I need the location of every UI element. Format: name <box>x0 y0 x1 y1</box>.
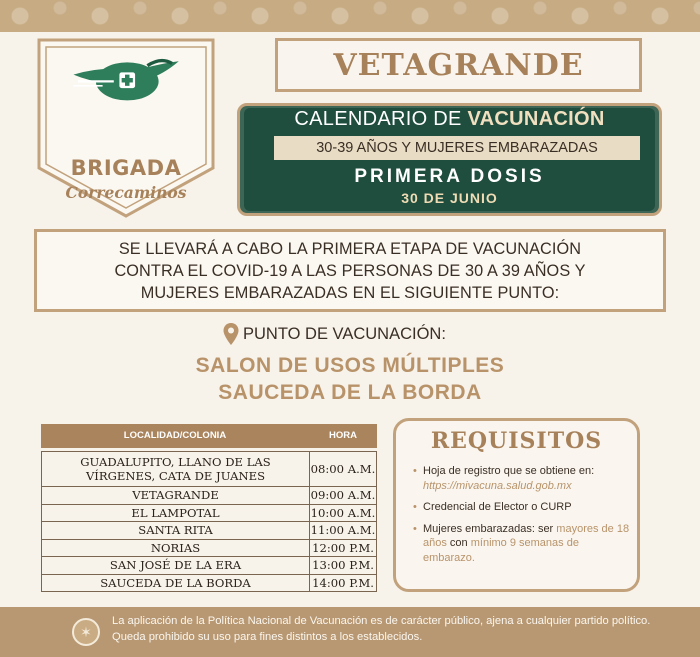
requirements-list <box>413 464 633 572</box>
requirement-text: Mujeres embarazadas: ser <box>423 522 554 535</box>
calendar-title <box>244 108 655 131</box>
dose-label: PRIMERA DOSIS <box>354 166 545 187</box>
announcement-box <box>34 229 666 312</box>
table-cell-time: 11:00 A.M. <box>310 523 376 537</box>
table-cell-place: SANTA RITA <box>42 522 310 539</box>
announcement-line: SE LLEVARÁ A CABO LA PRIMERA ETAPA DE VACUNACIÓN <box>118 239 582 258</box>
schedule-table-body <box>41 451 377 592</box>
requirement-text: con <box>449 537 468 549</box>
requirement-accent: mínimo 9 semanas de embarazo. <box>423 537 579 564</box>
table-cell-time: 12:00 P.M. <box>312 540 374 555</box>
badge-title: BRIGADA <box>70 156 182 180</box>
venue-line-2: SAUCEDA DE LA BORDA <box>218 381 482 404</box>
table-cell-time: 09:00 A.M. <box>310 488 376 502</box>
table-row <box>41 540 377 558</box>
vaccination-point-label: PUNTO DE VACUNACIÓN: <box>243 324 446 343</box>
table-row <box>41 575 377 593</box>
registration-link[interactable]: https://mivacuna.salud.gob.mx <box>423 479 572 492</box>
table-cell-place: GUADALUPITO, LLANO DE LAS VÍRGENES, CATA DE JUANES <box>42 452 310 486</box>
table-row <box>41 557 377 575</box>
table-row <box>41 487 377 505</box>
table-cell-time: 14:00 P.M. <box>312 575 374 590</box>
calendar-title-emphasis: VACUNACIÓN <box>467 108 605 130</box>
column-header-time: HORA <box>329 430 357 441</box>
list-item <box>413 522 633 566</box>
table-cell-place: SAUCEDA DE LA BORDA <box>42 575 310 592</box>
requirement-text: Credencial de Elector o CURP <box>423 501 572 513</box>
table-row <box>41 451 377 487</box>
badge-subtitle: Correcaminos <box>65 183 187 202</box>
announcement-line: CONTRA EL COVID-19 A LAS PERSONAS DE 30 A 39 AÑOS Y <box>114 261 586 280</box>
table-cell-place: NORIAS <box>42 540 310 557</box>
mexico-seal-icon: ✶ <box>72 618 100 646</box>
decorative-top-band <box>0 0 700 32</box>
table-cell-time: 13:00 P.M. <box>312 558 374 572</box>
column-header-locality: LOCALIDAD/COLONIA <box>123 430 227 441</box>
dose-date: 30 DE JUNIO <box>401 190 498 206</box>
venue-line-1: SALON DE USOS MÚLTIPLES <box>195 354 505 377</box>
schedule-table-header <box>41 424 377 448</box>
age-group-strip: 30-39 AÑOS Y MUJERES EMBARAZADAS <box>274 136 640 160</box>
table-cell-time: 10:00 A.M. <box>310 505 376 520</box>
brigada-badge <box>37 38 215 218</box>
footer-disclaimer: La aplicación de la Política Nacional de Vacunación es de carácter público, ajena a cualquier partido político. Queda prohibido su uso para fines distintos a los establecidos. <box>112 615 651 643</box>
table-cell-time: 08:00 A.M. <box>310 461 376 476</box>
requirements-title: REQUISITOS <box>430 428 603 454</box>
table-cell-place: VETAGRANDE <box>42 487 310 504</box>
calendar-title-prefix: CALENDARIO DE <box>294 108 462 130</box>
announcement-line: MUJERES EMBARAZADAS EN EL SIGUIENTE PUNTO: <box>140 283 560 302</box>
town-name: VETAGRANDE <box>333 47 584 83</box>
vaccination-point-heading <box>222 322 446 346</box>
table-cell-place: SAN JOSÉ DE LA ERA <box>42 557 310 574</box>
town-box <box>275 38 642 92</box>
requirement-accent: mayores de 18 años <box>423 522 630 549</box>
requirement-text: Hoja de registro que se obtiene en: <box>423 465 595 477</box>
list-item <box>413 464 633 493</box>
list-item <box>413 500 633 515</box>
table-row <box>41 522 377 540</box>
roadrunner-medical-cross-icon <box>69 50 181 106</box>
table-row <box>41 505 377 523</box>
location-pin-icon <box>222 322 240 346</box>
table-cell-place: EL LAMPOTAL <box>42 505 310 522</box>
